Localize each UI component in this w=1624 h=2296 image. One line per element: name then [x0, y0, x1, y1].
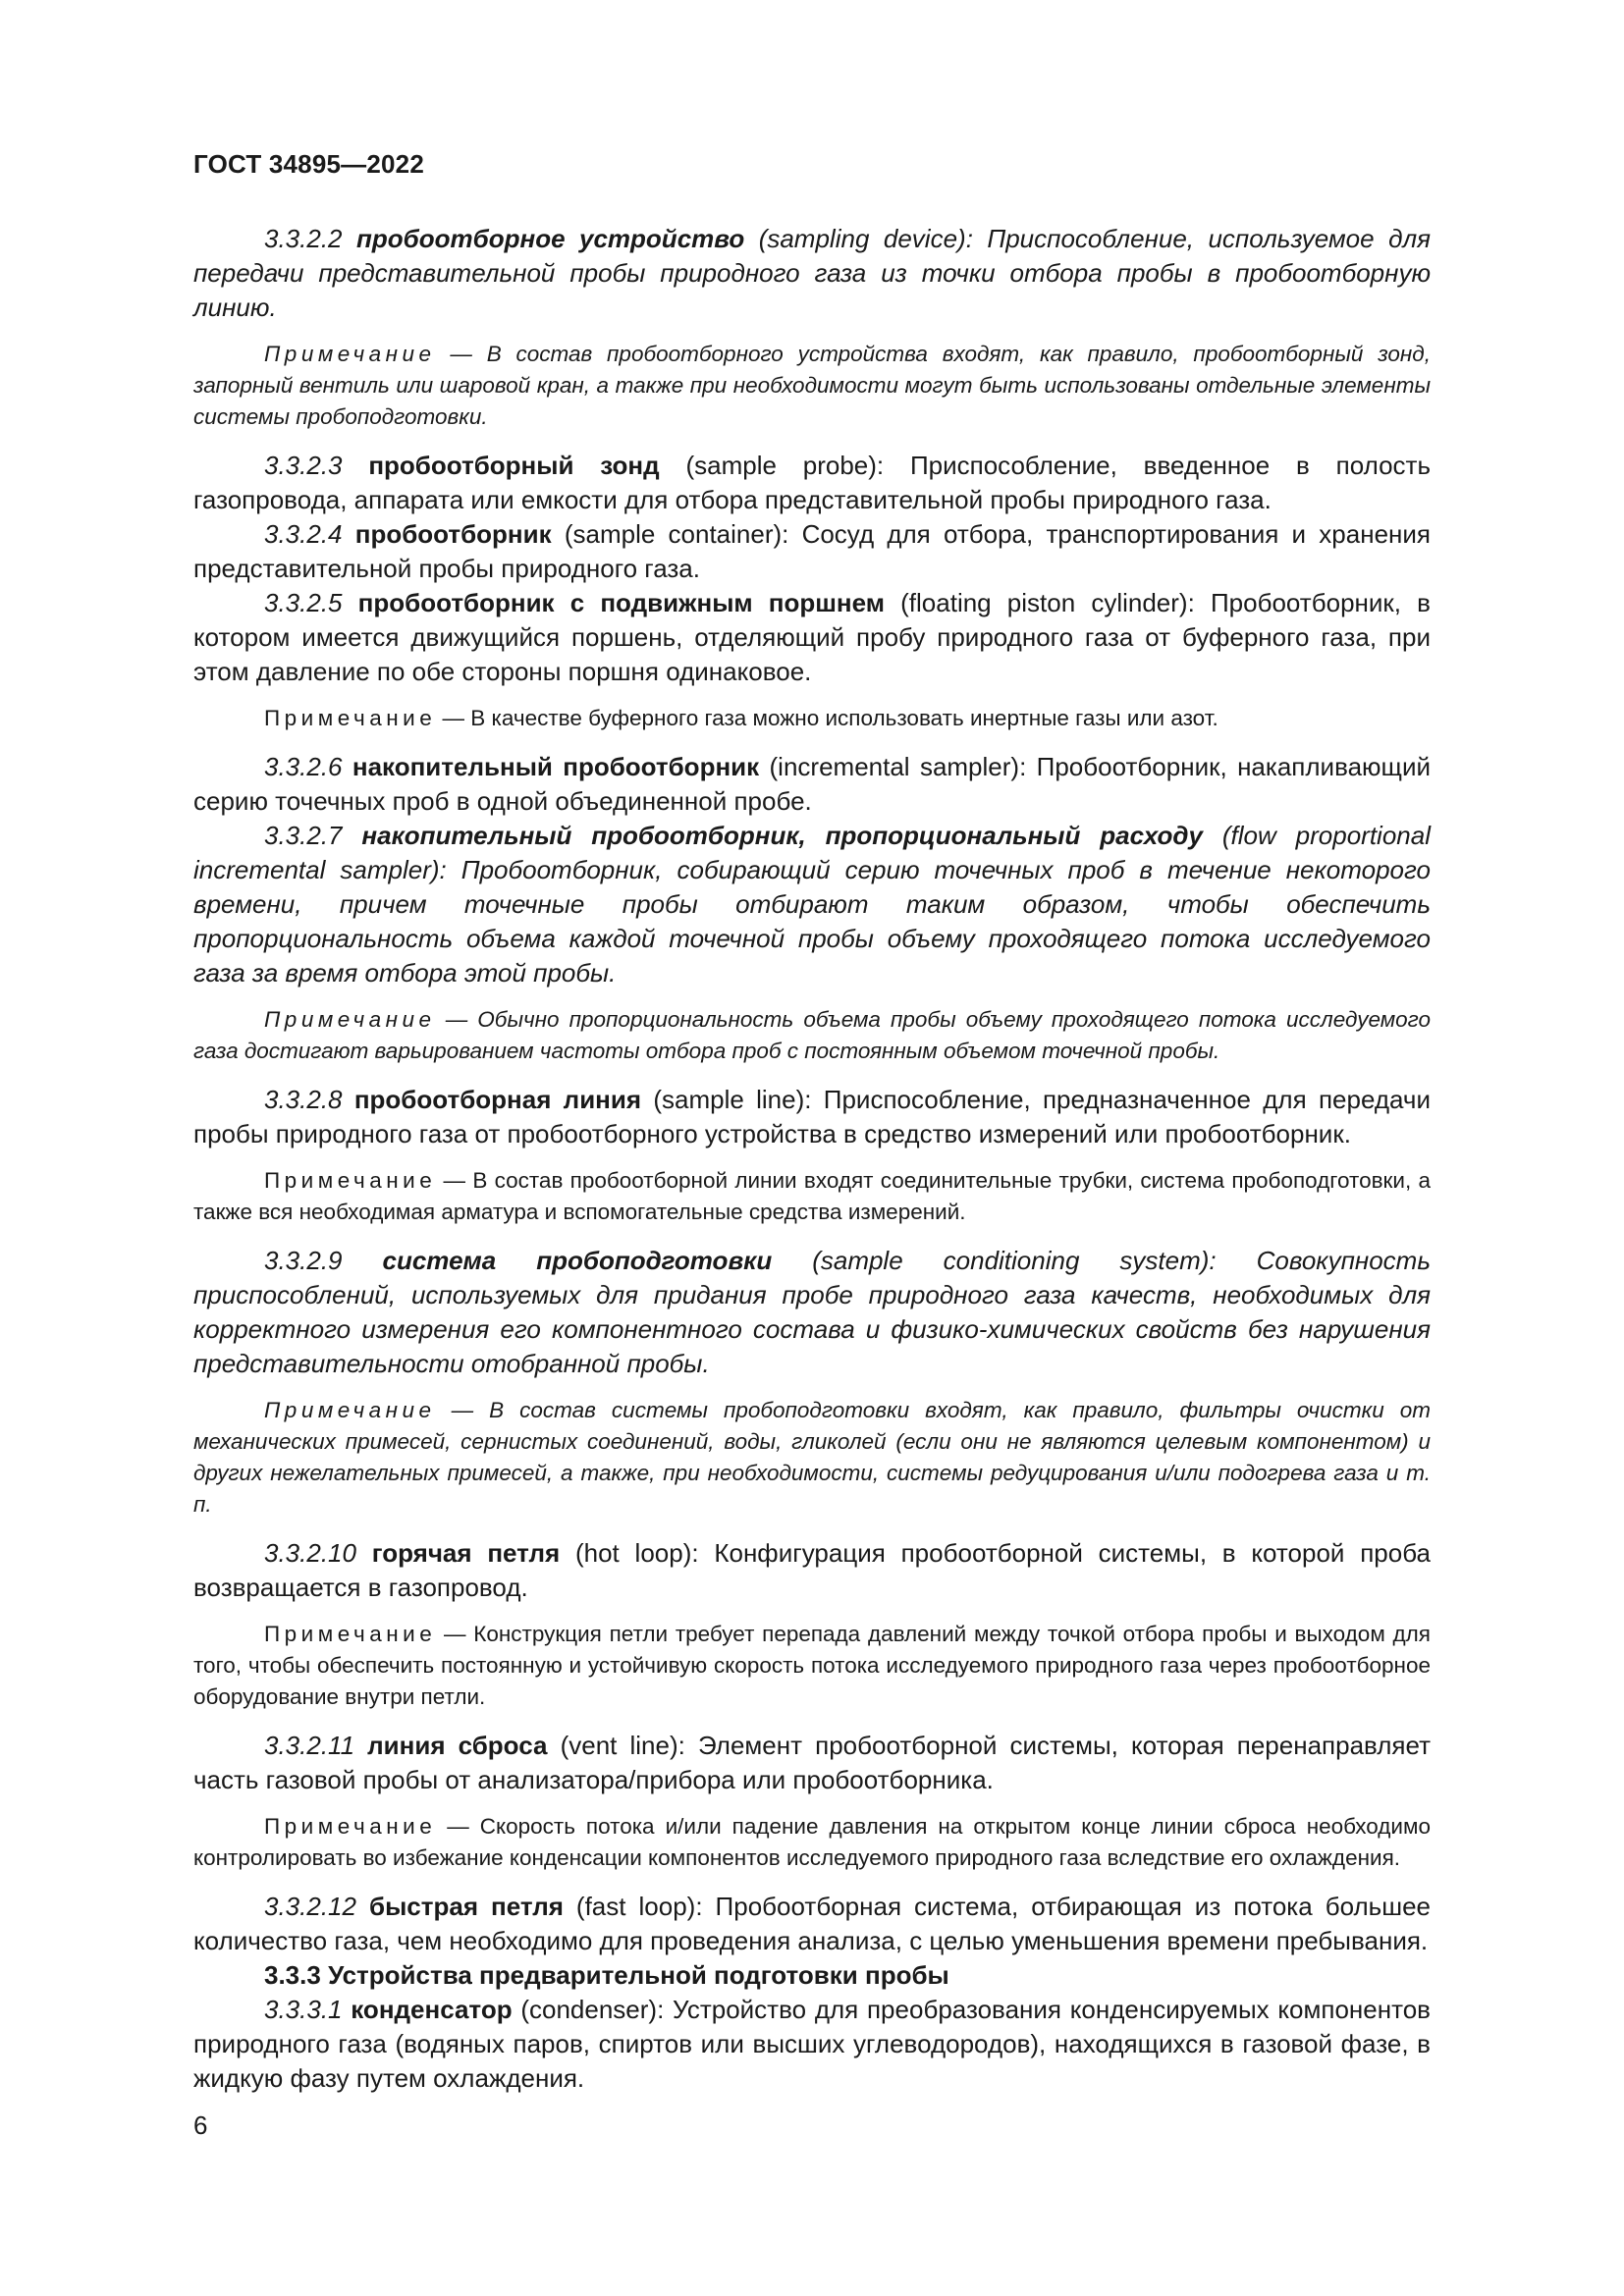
term-entry [193, 1729, 1431, 1797]
term-number: 3.3.2.10 [264, 1538, 356, 1568]
term-number: 3.3.2.3 [264, 451, 343, 480]
term-definition: (incremental sampler): Пробоотборник, накапливающий серию точечных проб в одной объединенной пробе. [193, 752, 1431, 816]
document-body [193, 222, 1431, 2096]
term-entry [193, 1993, 1431, 2096]
term-entry [193, 1890, 1431, 1958]
term-number: 3.3.2.9 [264, 1246, 343, 1275]
document-header: ГОСТ 34895—2022 [193, 149, 424, 179]
section-heading [193, 1958, 1431, 1993]
term-definition: (sample conditioning system): Совокупность приспособлений, используемых для придания пробе природного газа качеств, необходимых для корректного измерения его компонентного состава и физико-химических свойств без нарушения представительности отобранной пробы. [193, 1246, 1431, 1378]
term-name: пробоотборная линия [353, 1085, 642, 1114]
term-number: 3.3.2.4 [264, 519, 343, 549]
term-entry [193, 750, 1431, 819]
term-name: пробоотборник с подвижным поршнем [357, 588, 885, 617]
term-number: 3.3.2.2 [264, 224, 343, 253]
term-name: пробоотборное устройство [356, 224, 745, 253]
note-text: — В состав пробоотборной линии входят соединительные трубки, система пробоподготовки, а также вся необходимая арматура и вспомогательные средства измерений. [193, 1168, 1431, 1224]
note [193, 339, 1431, 433]
term-entry [193, 449, 1431, 517]
note-text: — Конструкция петли требует перепада давлений между точкой отбора пробы и выходом для того, чтобы обеспечить постоянную и устойчивую скорость потока исследуемого природного газа через пробоотборное оборудование внутри петли. [193, 1622, 1431, 1709]
note-text: — В состав системы пробоподготовки входят, как правило, фильтры очистки от механических примесей, сернистых соединений, воды, гликолей (если они не являются целевым компонентом) и других нежелательных примесей, а также, при необходимости, системы редуцирования и/или подогрева газа и т. п. [193, 1398, 1431, 1517]
note-label: Примечание [264, 1814, 437, 1839]
note [193, 1619, 1431, 1713]
term-entry [193, 517, 1431, 586]
term-name: пробоотборник [354, 519, 552, 549]
term-definition: (hot loop): Конфигурация пробоотборной системы, в которой проба возвращается в газопровод. [193, 1538, 1431, 1602]
term-number: 3.3.2.6 [264, 752, 343, 781]
note [193, 1004, 1431, 1067]
term-name: система пробоподготовки [382, 1246, 773, 1275]
term-entry [193, 222, 1431, 325]
term-entry [193, 1083, 1431, 1151]
term-definition: (floating piston cylinder): Пробоотборник, в котором имеется движущийся поршень, отделяющий пробу природного газа от буферного газа, при этом давление по обе стороны поршня одинаковое. [193, 588, 1431, 686]
term-entry [193, 586, 1431, 689]
note-label: Примечание [264, 342, 436, 366]
term-definition: (sample probe): Приспособление, введенное в полость газопровода, аппарата или емкости для отбора представительной пробы природного газа. [193, 451, 1431, 514]
note-label: Примечание [264, 1398, 436, 1422]
note-text: — В состав пробоотборного устройства входят, как правило, пробоотборный зонд, запорный вентиль или шаровой кран, а также при необходимости могут быть использованы отдельные элементы системы пробоподготовки. [193, 342, 1431, 429]
note-text: — Обычно пропорциональность объема пробы объему проходящего потока исследуемого газа достигают варьированием частоты отбора проб с постоянным объемом точечной пробы. [193, 1007, 1431, 1063]
section-number: 3.3.3 [264, 1960, 321, 1990]
term-entry [193, 819, 1431, 990]
note-label: Примечание [264, 1007, 436, 1032]
term-definition: (sampling device): Приспособление, используемое для передачи представительной пробы природного газа из точки отбора пробы в пробоотборную линию. [193, 224, 1431, 322]
note [193, 1165, 1431, 1228]
note-label: Примечание [264, 1622, 437, 1646]
note [193, 703, 1431, 734]
term-number: 3.3.2.8 [264, 1085, 343, 1114]
term-name: горячая петля [371, 1538, 561, 1568]
term-number: 3.3.2.12 [264, 1892, 356, 1921]
note [193, 1811, 1431, 1874]
note-label: Примечание [264, 706, 437, 730]
term-entry [193, 1244, 1431, 1381]
note-text: — Скорость потока и/или падение давления на открытом конце линии сброса необходимо контролировать во избежание конденсации компонентов исследуемого природного газа вследствие его охлаждения. [193, 1814, 1431, 1870]
note-label: Примечание [264, 1168, 437, 1193]
term-name: быстрая петля [369, 1892, 564, 1921]
term-name: накопительный пробоотборник [352, 752, 760, 781]
term-number: 3.3.3.1 [264, 1995, 343, 2024]
term-definition: (vent line): Элемент пробоотборной системы, которая перенаправляет часть газовой пробы от анализатора/прибора или пробоотборника. [193, 1731, 1431, 1794]
term-name: конденсатор [351, 1995, 513, 2024]
term-number: 3.3.2.5 [264, 588, 343, 617]
section-title: Устройства предварительной подготовки пробы [328, 1960, 949, 1990]
term-definition: (condenser): Устройство для преобразования конденсируемых компонентов природного газа (водяных паров, спиртов или высших углеводородов), находящихся в газовой фазе, в жидкую фазу путем охлаждения. [193, 1995, 1431, 2093]
term-number: 3.3.2.11 [264, 1731, 355, 1760]
term-definition: (sample container): Сосуд для отбора, транспортирования и хранения представительной пробы природного газа. [193, 519, 1431, 583]
note [193, 1395, 1431, 1521]
term-definition: (fast loop): Пробоотборная система, отбирающая из потока большее количество газа, чем необходимо для проведения анализа, с целью уменьшения времени пребывания. [193, 1892, 1432, 1955]
term-name: линия сброса [367, 1731, 548, 1760]
term-definition: (sample line): Приспособление, предназначенное для передачи пробы природного газа от пробоотборного устройства в средство измерений или пробоотборник. [193, 1085, 1431, 1148]
term-entry [193, 1536, 1431, 1605]
term-number: 3.3.2.7 [264, 821, 343, 850]
term-name: пробоотборный зонд [368, 451, 660, 480]
page-number: 6 [193, 2110, 208, 2140]
term-name: накопительный пробоотборник, пропорциональный расходу [361, 821, 1203, 850]
note-text: — В качестве буферного газа можно использовать инертные газы или азот. [442, 706, 1218, 730]
term-definition: (flow proportional incremental sampler): Пробоотборник, собирающий серию точечных проб в течение некоторого времени, причем точечные пробы отбирают таким образом, чтобы обеспечить пропорциональность объема каждой точечной пробы объему проходящего потока исследуемого газа за время отбора этой пробы. [193, 821, 1431, 988]
